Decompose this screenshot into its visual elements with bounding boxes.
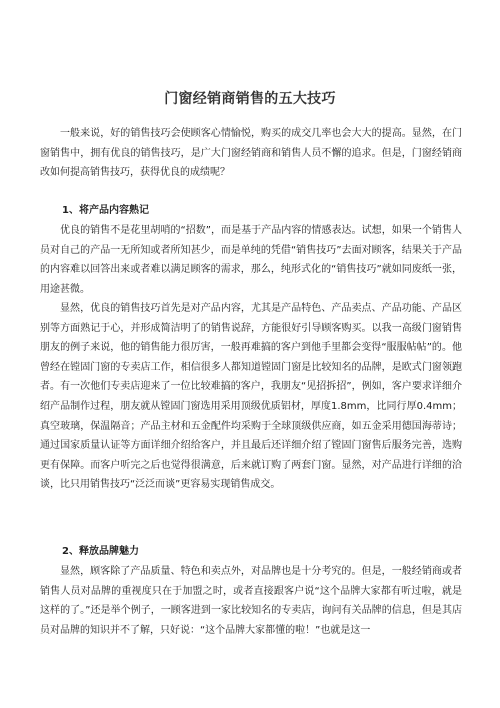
intro-paragraph: 一般来说，好的销售技巧会使顾客心情愉悦，购买的成交几率也会大大的提高。显然，在门窗销售中，拥有优良的销售技巧，是广大门窗经销商和销售人员不懈的追求。但是，门窗经销商改如何提高销售技巧，获得优良的成绩呢？ bbox=[40, 128, 462, 179]
section-2-paragraph-1: 显然，顾客除了产品质量、特色和卖点外，对品牌也是十分考究的。但是，一般经销商或者销售人员对品牌的重视度只在于加盟之时，或者直接跟客户说“这个品牌大家都有听过啦，就是这样的了。”还是举个例子，一顾客进到一家比较知名的专卖店，询问有关品牌的信息，但是其店员对品牌的知识并不了解，只好说：“这个品牌大家都懂的啦！”也就是这一 bbox=[40, 566, 462, 636]
section-1-paragraph-1: 优良的销售不是花里胡哨的“招数”，而是基于产品内容的情感表达。试想，如果一个销售人员对自己的产品一无所知或者所知甚少，而是单纯的凭借“销售技巧”去面对顾客，结果关于产品的内容难以回答出来或者难以满足顾客的需求，那么，纯形式化的“销售技巧”就如同废纸一张，用途甚微。 bbox=[40, 225, 462, 295]
page-title: 门窗经销商销售的五大技巧 bbox=[164, 91, 336, 107]
section-heading-2: 2、释放品牌魅力 bbox=[62, 546, 139, 557]
section-heading-1: 1、将产品内容熟记 bbox=[62, 205, 149, 216]
section-1-paragraph-2: 显然，优良的销售技巧首先是对产品内容，尤其是产品特色、产品卖点、产品功能、产品区别等方面熟记于心，并形成简洁明了的销售说辞，方能很好引导顾客购买。以我一高级门窗销售朋友的例子来说，他的销售能力很厉害，一般再难搞的客户到他手里都会变得“服服帖帖”的。他曾经在镗固门窗的专卖店工作，相信很多人都知道镗固门窗是比较知名的品牌，是欧式门窗领跑者。有一次他们专卖店迎来了一位比较难搞的客户，我朋友“见招拆招”，例如，客户要求详细介绍产品制作过程，朋友就从镗固门窗选用采用顶级优质铝材，厚度1.8mm，比同行厚0.4mm；真空玻璃，保温隔音；产品主材和五金配件均采购于全球顶级供应商，如五金采用德国海蒂诗；通过国家质量认证等方面详细介绍给客户，并且最后还详细介绍了镗固门窗售后服务完善，选购更有保障。而客户听完之后也觉得很满意，后来就订购了两套门窗。显然，对产品进行详细的洽谈，比只用销售技巧“泛泛而谈”更容易实现销售成交。 bbox=[40, 303, 462, 491]
